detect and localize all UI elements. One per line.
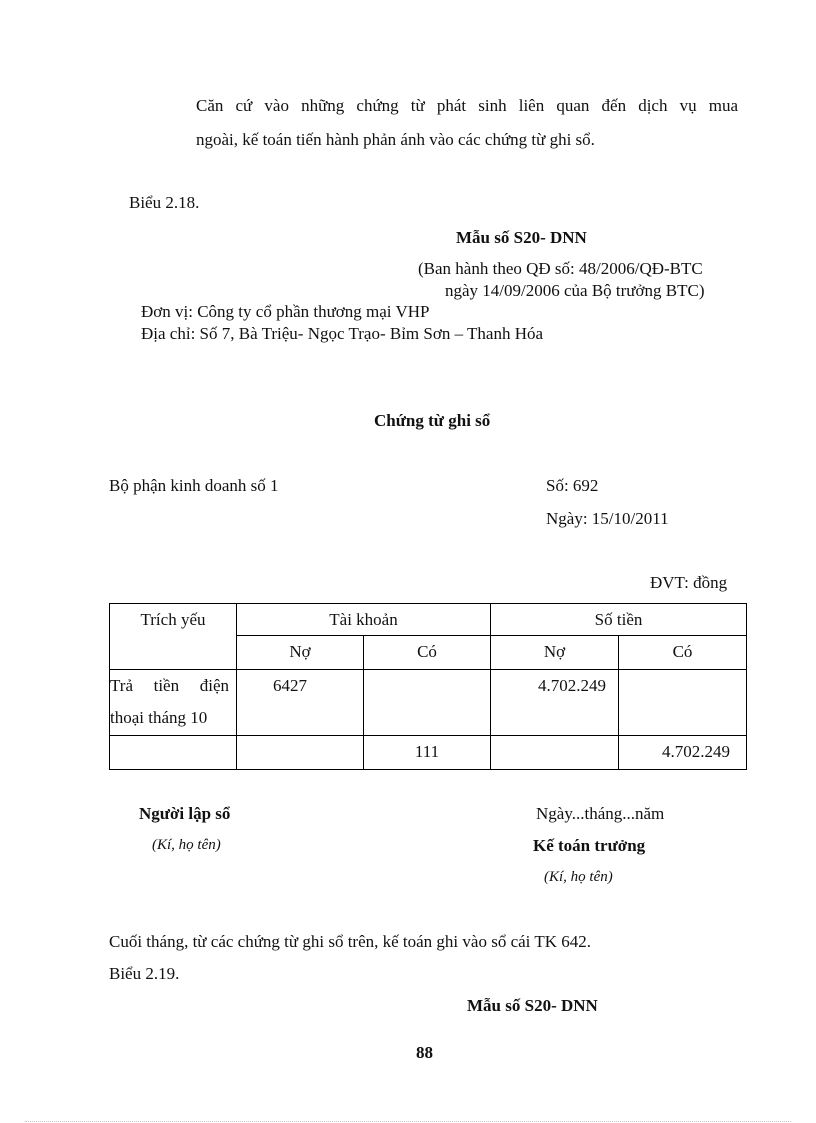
closing-text: Cuối tháng, từ các chứng từ ghi sổ trên, kế toán ghi vào sổ cái TK 642. bbox=[109, 932, 591, 951]
header-summary: Trích yếu bbox=[110, 604, 237, 670]
document-number: Số: 692 bbox=[546, 476, 599, 495]
currency-unit: ĐVT: đồng bbox=[650, 573, 728, 592]
row-account-debit bbox=[237, 736, 364, 770]
figure-label-2-18: Biểu 2.18. bbox=[129, 193, 200, 212]
intro-line-2: ngoài, kế toán tiến hành phản ánh vào các chứng từ ghi sổ. bbox=[196, 130, 595, 149]
unit-address: Địa chỉ: Số 7, Bà Triệu- Ngọc Trạo- Bỉm Sơn – Thanh Hóa bbox=[141, 324, 544, 343]
page-bottom-divider bbox=[25, 1121, 791, 1122]
document-title: Chứng từ ghi sổ bbox=[374, 411, 491, 430]
preparer-note: (Kí, họ tên) bbox=[152, 837, 221, 853]
department: Bộ phận kinh doanh số 1 bbox=[109, 476, 279, 495]
row-account-credit bbox=[364, 670, 491, 736]
summary-line-2: thoại tháng 10 bbox=[110, 708, 208, 727]
document-date: Ngày: 15/10/2011 bbox=[546, 509, 669, 528]
form-code: Mẫu số S20- DNN bbox=[456, 228, 587, 247]
preparer-title: Người lập sổ bbox=[139, 804, 231, 823]
header-amount-debit: Nợ bbox=[491, 636, 619, 670]
row-amount-debit: 4.702.249 bbox=[491, 670, 619, 736]
row-account-credit: 111 bbox=[364, 736, 491, 770]
chief-accountant-note: (Kí, họ tên) bbox=[544, 869, 613, 885]
intro-line-1: Căn cứ vào những chứng từ phát sinh liên quan đến dịch vụ mua bbox=[196, 96, 738, 115]
form-code-2: Mẫu số S20- DNN bbox=[467, 996, 598, 1015]
header-account-debit: Nợ bbox=[237, 636, 364, 670]
header-account: Tài khoản bbox=[237, 604, 491, 636]
row-amount-debit bbox=[491, 736, 619, 770]
header-amount-credit: Có bbox=[619, 636, 747, 670]
table-row bbox=[110, 670, 747, 736]
figure-label-2-19: Biểu 2.19. bbox=[109, 964, 180, 983]
date-line: Ngày...tháng...năm bbox=[536, 804, 665, 823]
voucher-table bbox=[109, 603, 747, 770]
decree-line-2: ngày 14/09/2006 của Bộ trưởng BTC) bbox=[445, 281, 705, 300]
row-account-debit: 6427 bbox=[237, 670, 364, 736]
header-account-credit: Có bbox=[364, 636, 491, 670]
table-row bbox=[110, 736, 747, 770]
chief-accountant-title: Kế toán trưởng bbox=[533, 836, 646, 855]
summary-line-1: Trả tiền điện bbox=[110, 676, 229, 695]
page-number: 88 bbox=[416, 1043, 433, 1062]
row-summary bbox=[110, 670, 237, 736]
header-amount: Số tiền bbox=[491, 604, 747, 636]
row-summary bbox=[110, 736, 237, 770]
row-amount-credit bbox=[619, 670, 747, 736]
unit-name: Đơn vị: Công ty cổ phần thương mại VHP bbox=[141, 302, 430, 321]
decree-line-1: (Ban hành theo QĐ số: 48/2006/QĐ-BTC bbox=[418, 259, 703, 278]
row-amount-credit: 4.702.249 bbox=[619, 736, 747, 770]
